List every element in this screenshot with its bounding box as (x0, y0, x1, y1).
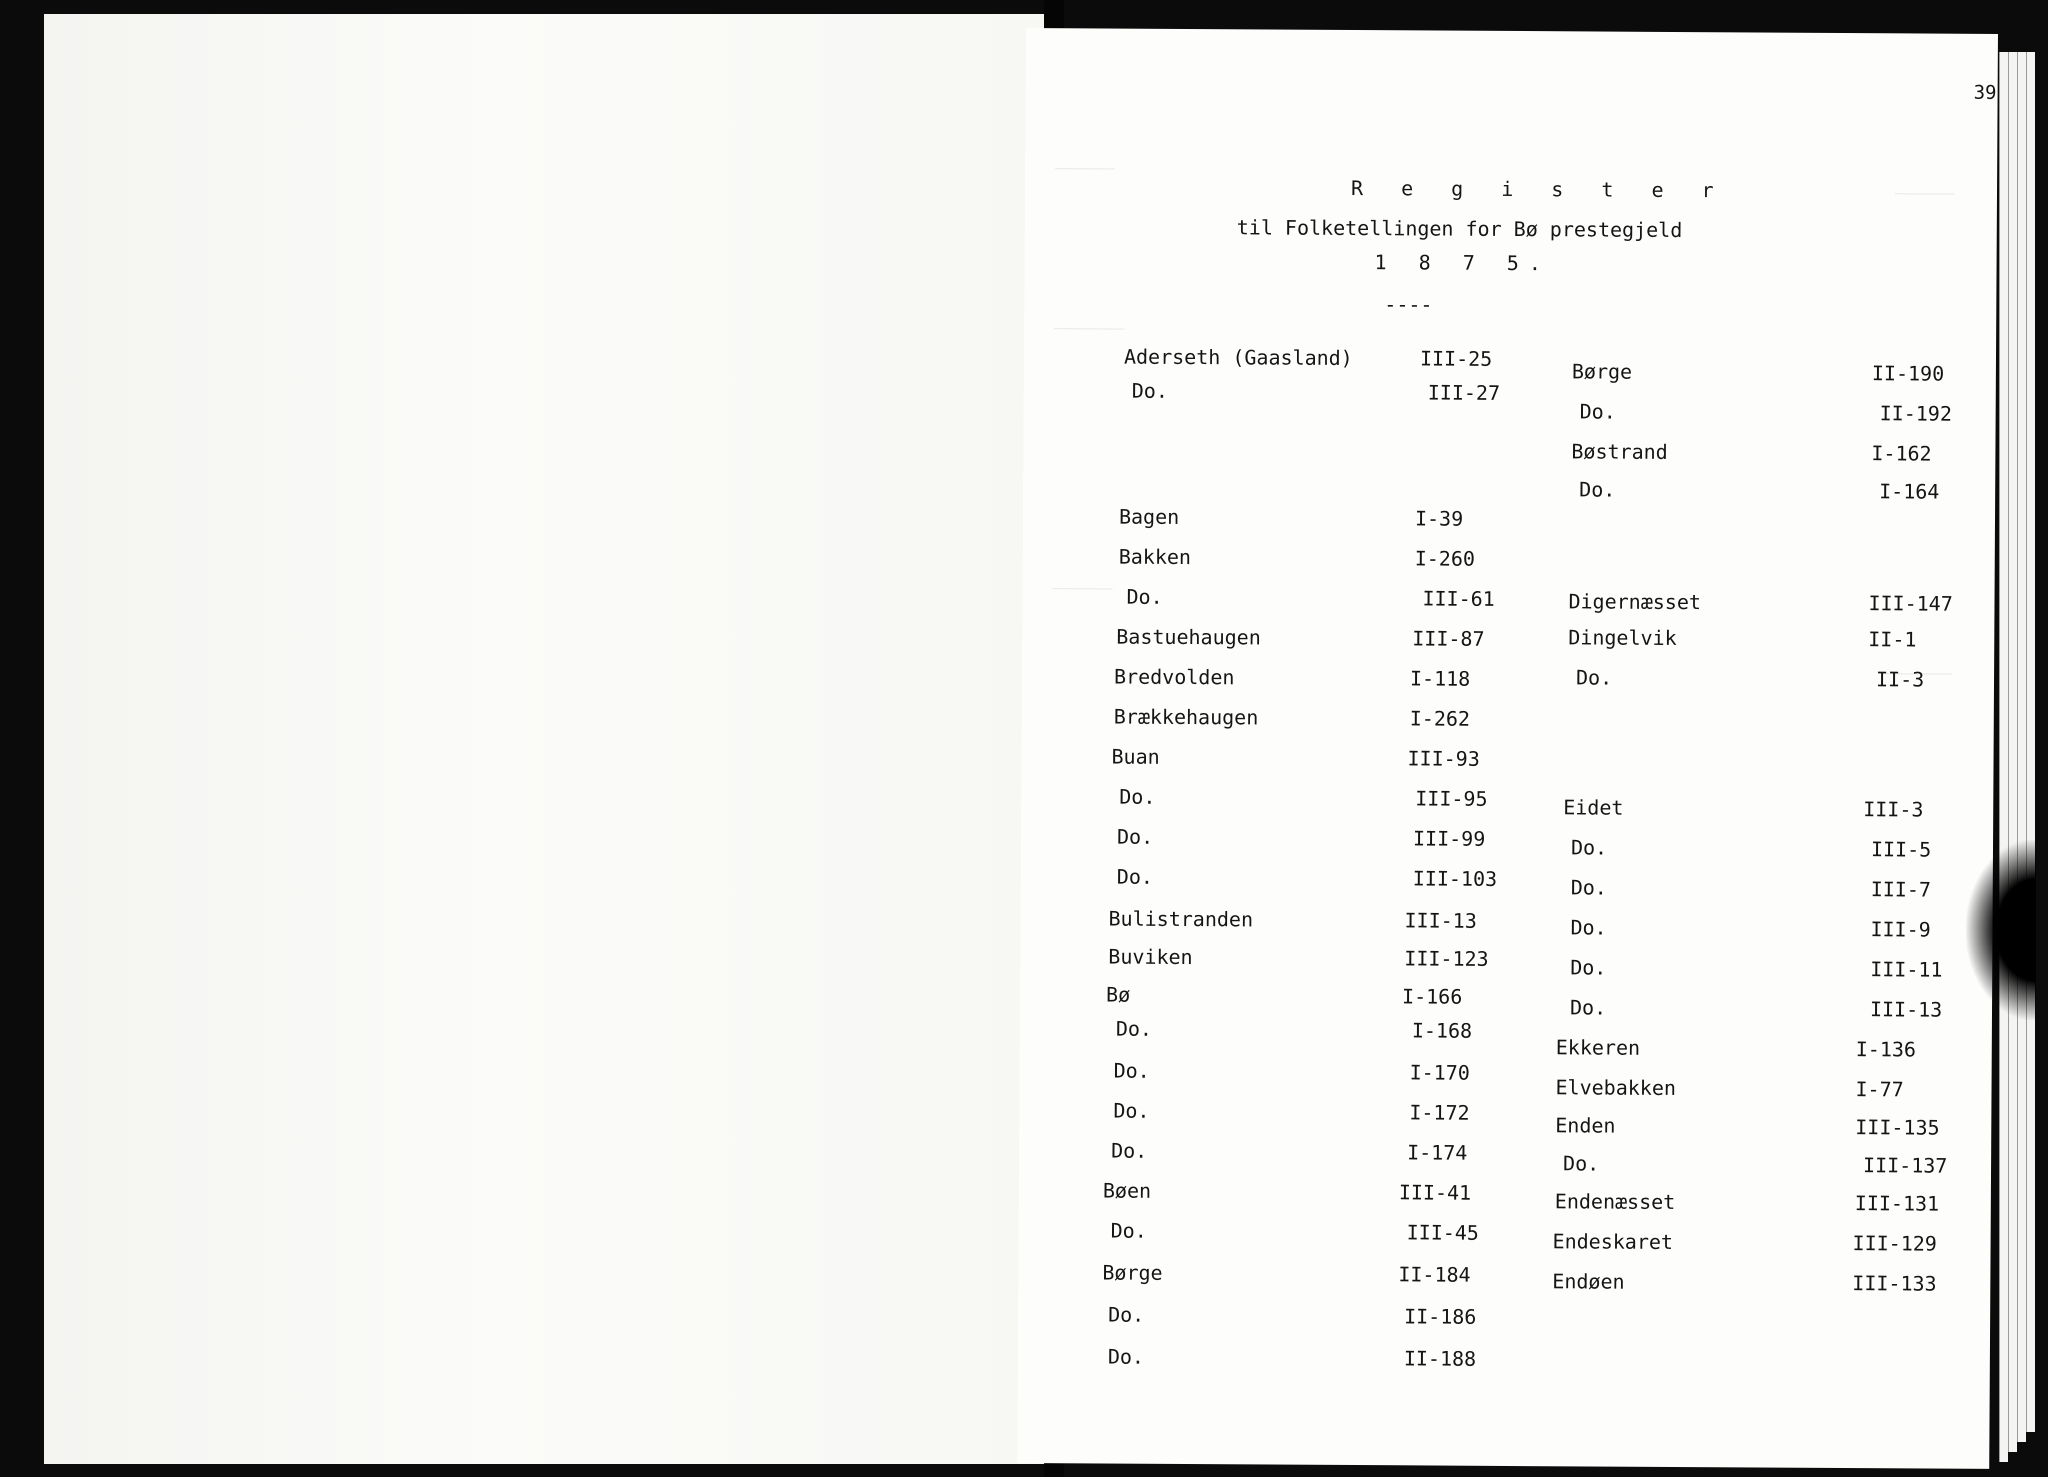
entry-place-name: Buviken (1108, 944, 1193, 970)
entry-volume-page: III-137 (1862, 1153, 1948, 1178)
entry-volume-page: III-45 (1406, 1220, 1479, 1245)
entry-place-name: Do. (1111, 1138, 1148, 1163)
entry-volume-page: III-99 (1412, 826, 1486, 851)
entry-volume-page: I-162 (1871, 441, 1932, 466)
entry-volume-page: III-123 (1404, 946, 1489, 971)
bleed-through-mark (1055, 168, 1115, 169)
entry-place-name: Bø (1106, 982, 1131, 1007)
entry-volume-page: III-25 (1419, 346, 1493, 371)
entry-place-name: Ekkeren (1555, 1035, 1641, 1060)
entry-volume-page: III-13 (1404, 908, 1477, 933)
entry-place-name: Bastuehaugen (1116, 624, 1261, 650)
entry-place-name: Do. (1131, 378, 1168, 403)
entry-place-name: Do. (1575, 665, 1613, 690)
entry-place-name: Do. (1569, 995, 1607, 1020)
entry-volume-page: III-129 (1852, 1231, 1937, 1256)
page-title: R e g i s t e r (1350, 175, 1727, 203)
entry-volume-page: II-186 (1404, 1304, 1477, 1329)
entry-place-name: Bagen (1118, 504, 1180, 529)
page-subtitle: til Folketellingen for Bø prestegjeld (1236, 215, 1683, 243)
entry-volume-page: III-93 (1407, 746, 1480, 771)
entry-volume-page: III-61 (1422, 586, 1495, 611)
entry-place-name: Elvebakken (1555, 1075, 1677, 1100)
entry-volume-page: I-172 (1409, 1100, 1470, 1125)
entry-volume-page: I-166 (1402, 984, 1463, 1009)
entry-place-name: Do. (1579, 399, 1616, 424)
entry-place-name: Do. (1570, 955, 1607, 980)
page-edge (2017, 52, 2026, 1442)
page-edge (1999, 52, 2008, 1462)
entry-volume-page: III-87 (1412, 626, 1485, 651)
entry-place-name: Bakken (1118, 544, 1192, 570)
entry-place-name: Do. (1116, 864, 1154, 889)
entry-volume-page: I-262 (1409, 706, 1471, 731)
entry-place-name: Aderseth (Gaasland) (1123, 344, 1353, 371)
page-number: 39 (1973, 81, 1997, 104)
page-edge (2026, 52, 2035, 1432)
entry-volume-page: II-190 (1871, 361, 1945, 386)
entry-place-name: Børge (1571, 359, 1633, 384)
entry-volume-page: I-164 (1879, 479, 1940, 504)
entry-place-name: Do. (1119, 784, 1156, 809)
entry-place-name: Endenæsset (1554, 1189, 1676, 1214)
entry-place-name: Endeskaret (1552, 1229, 1674, 1254)
entry-place-name: Do. (1579, 477, 1616, 502)
entry-place-name: Do. (1116, 824, 1154, 849)
entry-place-name: Do. (1570, 835, 1608, 860)
entry-volume-page: I-77 (1855, 1077, 1904, 1102)
entry-volume-page: I-168 (1411, 1018, 1473, 1043)
entry-place-name: Bøen (1102, 1178, 1152, 1203)
entry-volume-page: III-147 (1868, 591, 1953, 616)
entry-volume-page: II-188 (1403, 1346, 1477, 1371)
bleed-through-mark (1053, 588, 1113, 589)
entry-volume-page: III-7 (1870, 877, 1932, 902)
entry-volume-page: III-27 (1427, 380, 1501, 405)
entry-volume-page: III-131 (1854, 1191, 1940, 1216)
census-year: 1 8 7 5. (1374, 250, 1551, 276)
entry-volume-page: II-184 (1398, 1262, 1471, 1287)
entry-volume-page: I-170 (1409, 1060, 1470, 1085)
entry-volume-page: III-5 (1870, 837, 1932, 862)
entry-volume-page: III-95 (1415, 786, 1488, 811)
entry-volume-page: III-41 (1398, 1180, 1472, 1205)
entry-volume-page: III-11 (1870, 957, 1943, 982)
entry-place-name: Digernæsset (1568, 589, 1702, 615)
entry-volume-page: I-136 (1855, 1037, 1917, 1062)
entry-volume-page: III-135 (1855, 1115, 1940, 1140)
entry-volume-page: I-118 (1409, 666, 1471, 691)
left-page-blank (44, 14, 1044, 1464)
page-edge (2008, 52, 2017, 1452)
bleed-through-mark (1895, 193, 1955, 194)
entry-place-name: Do. (1115, 1016, 1153, 1041)
entry-place-name: Do. (1563, 1151, 1600, 1176)
register-page (1017, 28, 1998, 1469)
entry-volume-page: III-13 (1869, 997, 1943, 1022)
entry-place-name: Do. (1570, 875, 1607, 900)
entry-place-name: Buan (1111, 744, 1160, 769)
entry-place-name: Eidet (1563, 795, 1624, 820)
entry-volume-page: I-174 (1407, 1140, 1468, 1165)
page-edge-shadow (1966, 840, 2036, 1020)
entry-place-name: Bredvolden (1113, 664, 1235, 690)
title-separator: ---- (1384, 292, 1433, 317)
entry-place-name: Do. (1107, 1344, 1145, 1369)
entry-place-name: Endøen (1552, 1269, 1625, 1294)
entry-volume-page: II-1 (1868, 627, 1917, 652)
entry-volume-page: III-103 (1412, 866, 1498, 891)
entry-volume-page: II-3 (1875, 667, 1925, 692)
entry-place-name: Do. (1570, 915, 1607, 940)
entry-place-name: Bøstrand (1571, 439, 1668, 464)
entry-volume-page: II-192 (1879, 401, 1952, 426)
entry-place-name: Do. (1108, 1302, 1145, 1327)
entry-volume-page: III-133 (1852, 1271, 1937, 1296)
bleed-through-mark (1054, 328, 1124, 329)
entry-place-name: Dingelvik (1568, 625, 1677, 650)
entry-place-name: Do. (1110, 1218, 1147, 1243)
entry-place-name: Brækkehaugen (1113, 704, 1259, 730)
entry-place-name: Do. (1113, 1058, 1150, 1083)
entry-place-name: Enden (1555, 1113, 1616, 1138)
entry-place-name: Do. (1126, 584, 1163, 609)
entry-volume-page: I-260 (1414, 546, 1476, 571)
entry-volume-page: I-39 (1414, 506, 1464, 531)
entry-place-name: Do. (1113, 1098, 1150, 1123)
entry-place-name: Bulistranden (1108, 906, 1254, 932)
entry-volume-page: III-9 (1870, 917, 1931, 942)
entry-place-name: Børge (1102, 1260, 1163, 1285)
entry-volume-page: III-3 (1863, 797, 1924, 822)
